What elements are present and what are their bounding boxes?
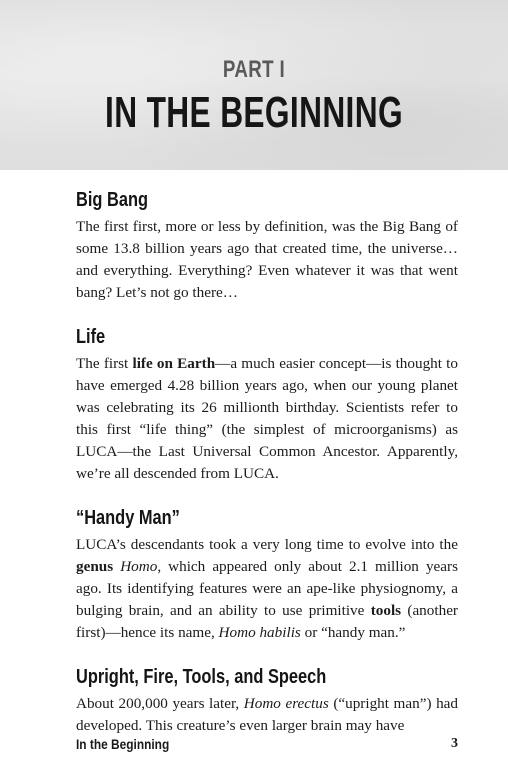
text-run: The first first, more or less by definition, was the Big Bang of some 13.8 billion years ago that created time, the universe… and everything. Everything? Even whatever it was that went bang? Let’s not go there… — [76, 218, 458, 301]
section-paragraph — [76, 693, 458, 737]
text-run: or “handy man.” — [300, 624, 406, 641]
text-run: (“upright man”) had developed. This creature’s even larger brain may have — [76, 695, 458, 734]
text-run: , which appeared only about 2.1 million years ago. Its identifying features were an ape-like physiognomy, a bulging brain, and an ability to use primitive — [76, 558, 458, 619]
page-number: 3 — [451, 736, 458, 751]
section-heading: Life — [76, 326, 106, 348]
text-run: About 200,000 years later, — [76, 695, 244, 712]
section-paragraph — [76, 353, 458, 485]
bold-term: genus — [76, 558, 114, 575]
italic-term: Homo — [120, 558, 158, 575]
bold-term: life on Earth — [132, 355, 216, 372]
section-life — [76, 325, 458, 485]
text-run: —a much easier concept—is thought to have emerged 4.28 billion years ago, when our young planet was celebrating its 26 millionth birthday. Scientists refer to this first “life thing” (the simplest of microorganisms) as LUCA—the Last Universal Common Ancestor. Apparently, we’re all descended from LUCA. — [76, 355, 458, 482]
text-run: LUCA’s descendants took a very long time to evolve into the — [76, 536, 458, 553]
text-run: (another first)—hence its name, — [76, 602, 458, 641]
section-paragraph — [76, 534, 458, 644]
section-heading: Big Bang — [76, 189, 148, 211]
section-paragraph — [76, 216, 458, 304]
part-label: PART I — [222, 56, 286, 83]
italic-term: Homo erectus — [243, 695, 329, 712]
section-big-bang — [76, 188, 458, 304]
section-heading: Upright, Fire, Tools, and Speech — [76, 666, 327, 688]
section-handy-man — [76, 506, 458, 644]
part-title: IN THE BEGINNING — [105, 88, 403, 137]
text-run: The first — [76, 355, 133, 372]
section-heading: “Handy Man” — [76, 507, 180, 529]
italic-term: Homo habilis — [218, 624, 301, 641]
page-body — [76, 188, 458, 758]
bold-term: tools — [370, 602, 402, 619]
running-footer-title: In the Beginning — [76, 736, 170, 752]
chapter-header-band — [0, 0, 508, 170]
section-upright — [76, 665, 458, 737]
